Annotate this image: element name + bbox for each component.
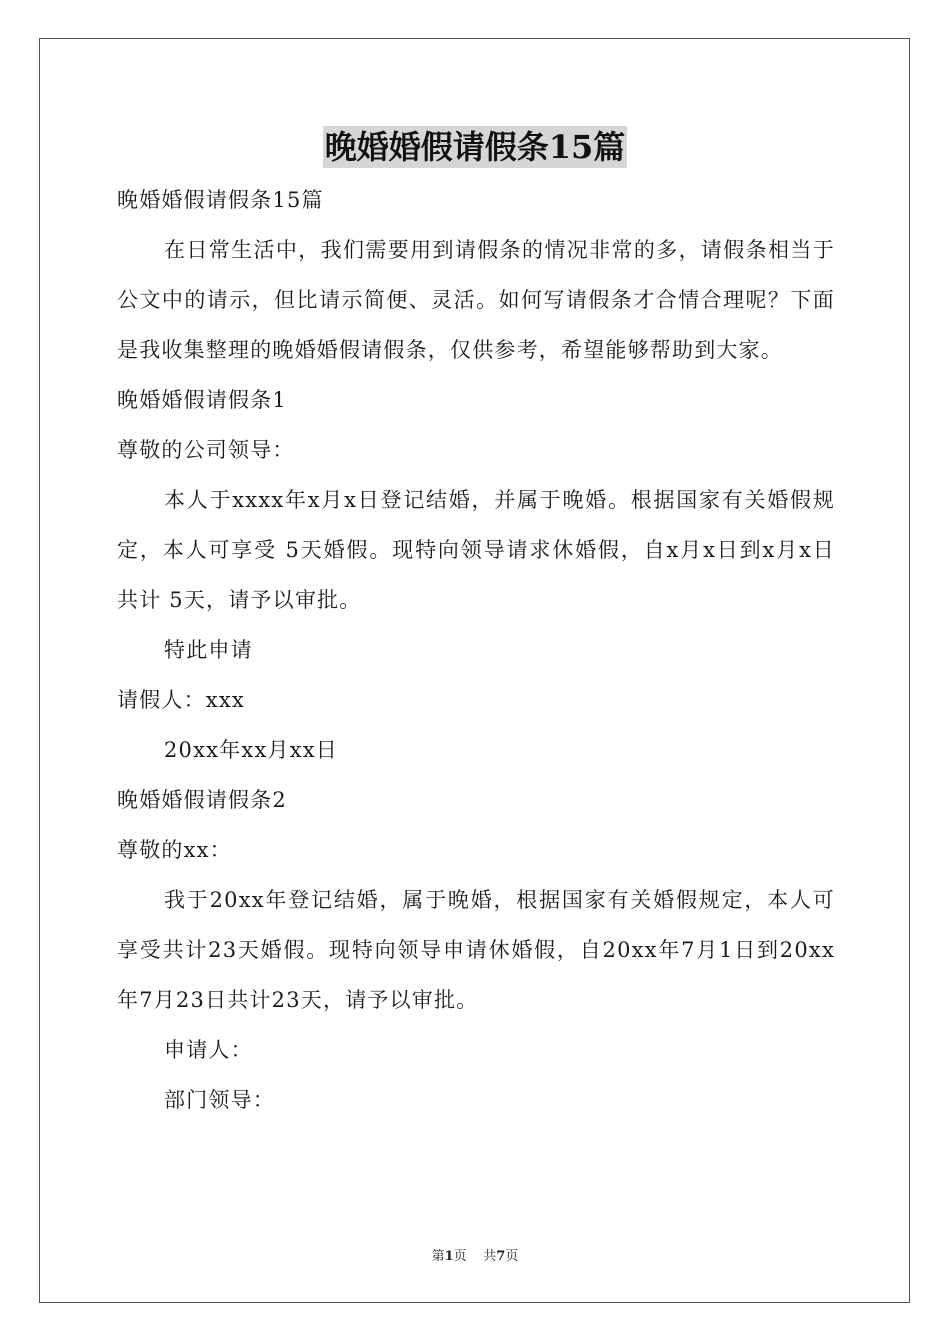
total-suffix: 页 xyxy=(505,1249,519,1264)
section-heading-1: 晚婚婚假请假条1 xyxy=(117,388,287,412)
page-prefix: 第 xyxy=(431,1249,445,1264)
closing-phrase-1: 特此申请 xyxy=(164,638,253,662)
applicant-line-2: 申请人： xyxy=(164,1038,253,1062)
salutation-1: 尊敬的公司领导： xyxy=(117,438,295,462)
salutation-2: 尊敬的xx： xyxy=(117,838,232,862)
page-total: 7 xyxy=(496,1249,506,1264)
page-current: 1 xyxy=(444,1249,454,1264)
date-line-1: 20xx年xx月xx日 xyxy=(164,738,338,762)
title-container xyxy=(0,126,950,168)
page-footer xyxy=(0,1247,950,1267)
subtitle-line: 晚婚婚假请假条15篇 xyxy=(117,188,324,212)
total-prefix: 共 xyxy=(483,1249,497,1264)
body-paragraph-2: 我于20xx年登记结婚，属于晚婚，根据国家有关婚假规定，本人可享受共计23天婚假。现特向领导申请休婚假，自20xx年7月1日到20xx年7月23日共计23天，请予以审批。 xyxy=(117,888,835,1012)
body-paragraph-1: 本人于xxxx年x月x日登记结婚，并属于晚婚。根据国家有关婚假规定，本人可享受 5天婚假。现特向领导请求休婚假，自x月x日到x月x日共计 5天，请予以审批。 xyxy=(117,488,835,612)
intro-paragraph: 在日常生活中，我们需要用到请假条的情况非常的多，请假条相当于公文中的请示，但比请示简便、灵活。如何写请假条才合情合理呢？下面是我收集整理的晚婚婚假请假条，仅供参考，希望能够帮助到大家。 xyxy=(117,238,835,362)
department-leader-line: 部门领导： xyxy=(164,1088,275,1112)
applicant-line-1: 请假人：xxx xyxy=(117,688,245,712)
section-heading-2: 晚婚婚假请假条2 xyxy=(117,788,287,812)
page-suffix: 页 xyxy=(453,1249,467,1264)
document-title: 晚婚婚假请假条15篇 xyxy=(324,128,626,166)
document-body xyxy=(117,175,835,1125)
